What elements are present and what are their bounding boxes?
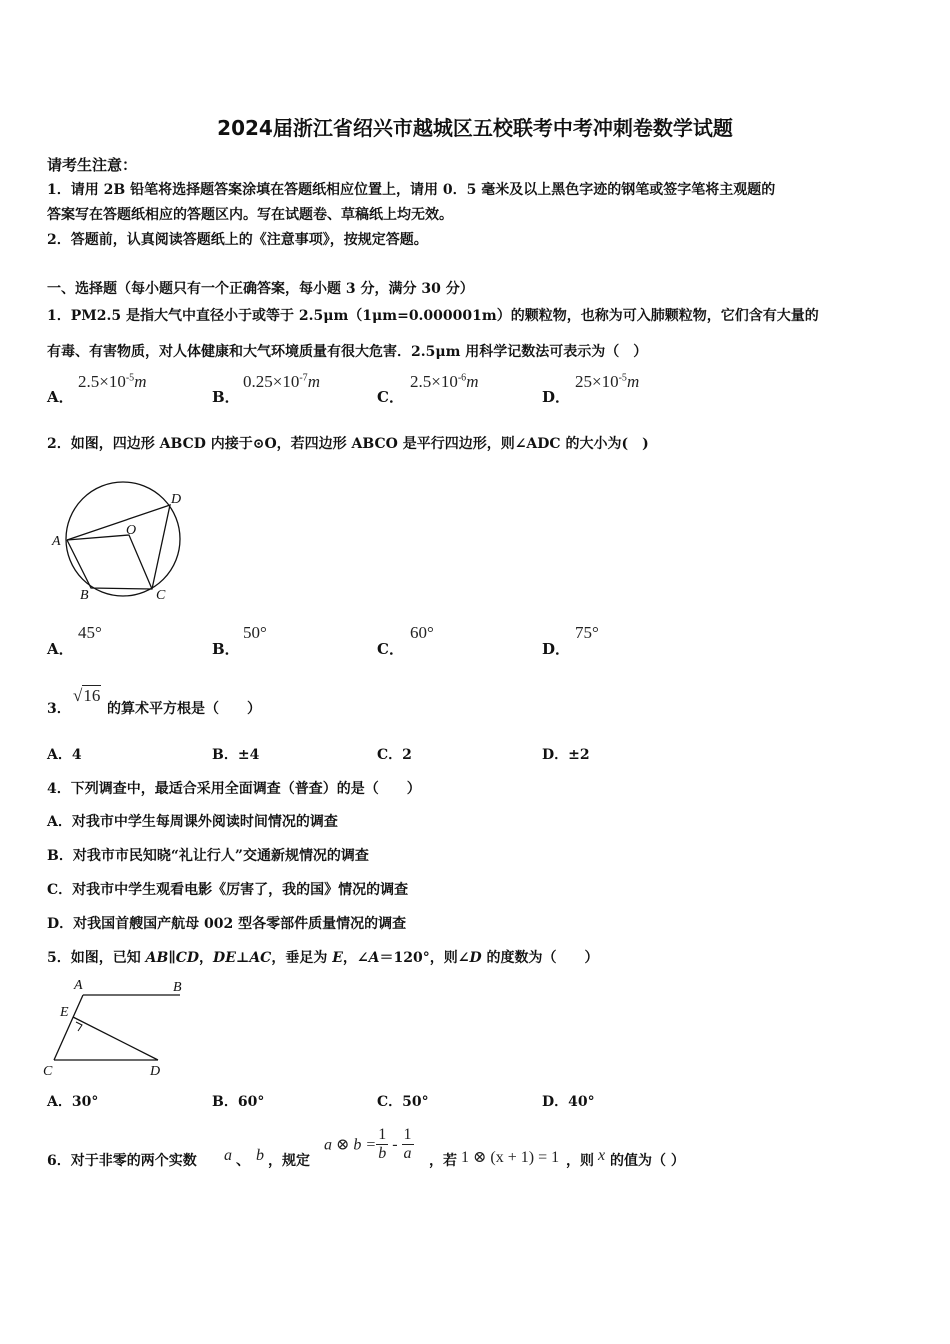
q2-option-d-label: D． xyxy=(542,640,571,658)
label-d: D xyxy=(171,492,182,507)
q4-option-b: B．对我市市民知晓“礼让行人”交通新规情况的调查 xyxy=(47,848,369,864)
q1-option-d xyxy=(542,386,570,407)
text-segment: 5．如图，已知 xyxy=(47,950,146,966)
notice-heading: 请考生注意： xyxy=(47,156,138,174)
unit: m xyxy=(466,372,479,391)
q6-var-b: b xyxy=(256,1147,264,1164)
text-segment: ＝120°，则∠ xyxy=(379,950,470,966)
q5-option-b xyxy=(212,1091,264,1111)
quadrilateral-abcd xyxy=(67,505,170,589)
option-label: C． xyxy=(377,388,404,406)
right-angle-mark xyxy=(76,1022,82,1031)
option-value: 60° xyxy=(237,1094,265,1110)
label-e: E xyxy=(60,1005,69,1020)
q2-option-b-label: B． xyxy=(212,640,240,658)
q1-option-b xyxy=(212,386,240,407)
text-segment: ， xyxy=(199,950,214,966)
minus-sign: - xyxy=(392,1135,398,1153)
text-segment: 的度数为（ ） xyxy=(481,950,599,966)
q4-text: 4．下列调查中，最适合采用全面调查（普查）的是（ ） xyxy=(47,781,421,797)
radicand: 16 xyxy=(83,686,101,705)
q3-option-c xyxy=(377,744,412,764)
q5-option-d xyxy=(542,1091,595,1111)
option-label: A． xyxy=(47,747,72,763)
denominator: b xyxy=(378,1145,387,1162)
q6-lead: 6．对于非零的两个实数 xyxy=(47,1153,197,1169)
text-segment: ，垂足为 xyxy=(271,950,333,966)
line-de xyxy=(73,1017,158,1060)
q2-option-a-value: 45° xyxy=(78,623,102,642)
option-label: B． xyxy=(212,1094,238,1110)
base: 2.5×10 xyxy=(78,372,126,391)
fraction-1-over-b xyxy=(376,1126,388,1163)
segment-ab: AB xyxy=(145,950,169,966)
exponent: -5 xyxy=(618,372,627,384)
segment-de: DE xyxy=(213,950,236,966)
fraction-1-over-a xyxy=(402,1126,414,1163)
q2-option-b-value: 50° xyxy=(243,623,267,642)
point-d: D xyxy=(469,950,482,966)
q6-dun: 、 xyxy=(236,1153,250,1169)
label-o: O xyxy=(126,523,137,538)
q1-option-b-value xyxy=(243,372,320,392)
unit: m xyxy=(626,372,640,391)
numerator: 1 xyxy=(378,1126,387,1143)
label-a: A xyxy=(74,978,83,993)
q3-option-a xyxy=(47,744,82,764)
option-label: A． xyxy=(47,1094,72,1110)
label-b: B xyxy=(80,588,89,603)
q3-option-d xyxy=(542,744,590,764)
option-label: C． xyxy=(377,1094,403,1110)
q6-if-text: ，若 xyxy=(429,1153,457,1169)
q2-option-c-label: C． xyxy=(377,640,404,658)
option-label: D． xyxy=(542,388,571,406)
q2-option-c-value: 60° xyxy=(410,623,434,642)
unit: m xyxy=(307,372,320,391)
option-value: 50° xyxy=(402,1094,429,1110)
option-label: B． xyxy=(212,747,238,763)
q5-option-a xyxy=(47,1091,98,1111)
q4-option-c: C．对我市中学生观看电影《厉害了，我的国》情况的调查 xyxy=(47,882,409,898)
q2-option-d-value: 75° xyxy=(575,623,599,642)
q6-var-x: x xyxy=(598,1147,606,1164)
sqrt-sign: √ xyxy=(73,686,83,705)
exponent: -7 xyxy=(299,372,308,384)
q6-define-text: ，规定 xyxy=(268,1153,310,1169)
q6-var-a: a xyxy=(224,1147,232,1164)
page-title: 2024届浙江省绍兴市越城区五校联考中考冲刺卷数学试题 xyxy=(217,116,733,140)
notice-line-2: 2．答题前，认真阅读答题纸上的《注意事项》，按规定答题。 xyxy=(47,232,428,248)
definition-lhs: a ⊗ b = xyxy=(324,1136,377,1154)
option-value: ±4 xyxy=(237,747,260,763)
point-e: E xyxy=(332,950,343,966)
numerator: 1 xyxy=(403,1126,412,1143)
q3-number: 3． xyxy=(47,701,71,717)
q2-option-a-label: A． xyxy=(47,640,74,658)
point-a: A xyxy=(368,950,380,966)
option-value: 2 xyxy=(402,747,412,763)
option-value: 40° xyxy=(568,1094,595,1110)
q1-option-d-value xyxy=(575,372,639,392)
q2-circle-figure xyxy=(48,478,193,606)
notice-line-1b: 答案写在答题纸相应的答题区内。写在试题卷、草稿纸上均无效。 xyxy=(47,207,453,223)
q2-text: 2．如图，四边形 ABCD 内接于⊙O，若四边形 ABCO 是平行四边形，则∠ADC 的大小为( ) xyxy=(47,436,649,452)
q5-text xyxy=(47,947,598,967)
option-label: D． xyxy=(542,747,569,763)
label-c: C xyxy=(156,588,166,603)
q6-ask-text: 的值为（ ） xyxy=(610,1153,685,1169)
option-label: D． xyxy=(542,1094,569,1110)
base: 2.5×10 xyxy=(410,372,458,391)
q6-then-text: ，则 xyxy=(566,1153,594,1169)
base: 0.25×10 xyxy=(243,372,300,391)
section-heading: 一、选择题（每小题只有一个正确答案，每小题 3 分，满分 30 分） xyxy=(47,281,474,297)
option-value: 30° xyxy=(71,1094,99,1110)
q3-radical xyxy=(73,686,101,708)
q5-parallel-figure xyxy=(40,975,195,1083)
base: 25×10 xyxy=(575,372,619,391)
exponent: -5 xyxy=(125,372,135,384)
denominator: a xyxy=(403,1145,412,1162)
label-b: B xyxy=(173,980,182,995)
option-label: C． xyxy=(377,747,403,763)
q4-option-d: D．对我国首艘国产航母 002 型各零部件质量情况的调查 xyxy=(47,916,407,932)
perpendicular-symbol: ⊥ xyxy=(235,950,250,966)
q6-definition xyxy=(324,1126,414,1163)
segment-cd: CD xyxy=(175,950,200,966)
q1-option-c xyxy=(377,386,404,407)
exponent: -6 xyxy=(457,372,467,384)
q1-option-a-value xyxy=(78,372,146,392)
q6-condition: 1 ⊗ (x + 1) = 1 xyxy=(461,1149,560,1166)
option-value: 4 xyxy=(71,747,82,763)
q1-option-c-value xyxy=(410,372,478,392)
label-a: A xyxy=(52,534,61,549)
option-label: A． xyxy=(47,388,74,406)
label-d: D xyxy=(150,1064,161,1079)
q4-option-a: A．对我市中学生每周课外阅读时间情况的调查 xyxy=(47,814,338,830)
segment-ac: AC xyxy=(249,950,272,966)
parallel-symbol: ∥ xyxy=(168,950,176,966)
notice-line-1a: 1．请用 2B 铅笔将选择题答案涂填在答题纸相应位置上，请用 0．5 毫米及以上黑色字迹的钢笔或签字笔将主观题的 xyxy=(47,182,776,198)
q1-line-1: 1．PM2.5 是指大气中直径小于或等于 2.5μm（1μm=0.000001m）的颗粒物，也称为可入肺颗粒物，它们含有大量的 xyxy=(47,308,819,324)
option-value: ±2 xyxy=(568,747,590,763)
text-segment: ，∠ xyxy=(342,950,369,966)
segments-ao-oc xyxy=(67,535,152,589)
unit: m xyxy=(134,372,147,391)
q3-text: 的算术平方根是（ ） xyxy=(107,701,261,717)
option-label: B． xyxy=(212,388,240,406)
q1-line-2: 有毒、有害物质，对人体健康和大气环境质量有很大危害．2.5μm 用科学记数法可表示为（ ） xyxy=(47,344,648,360)
q1-option-a xyxy=(47,386,74,407)
q5-option-c xyxy=(377,1091,429,1111)
q3-option-b xyxy=(212,744,259,764)
label-c: C xyxy=(43,1064,53,1079)
